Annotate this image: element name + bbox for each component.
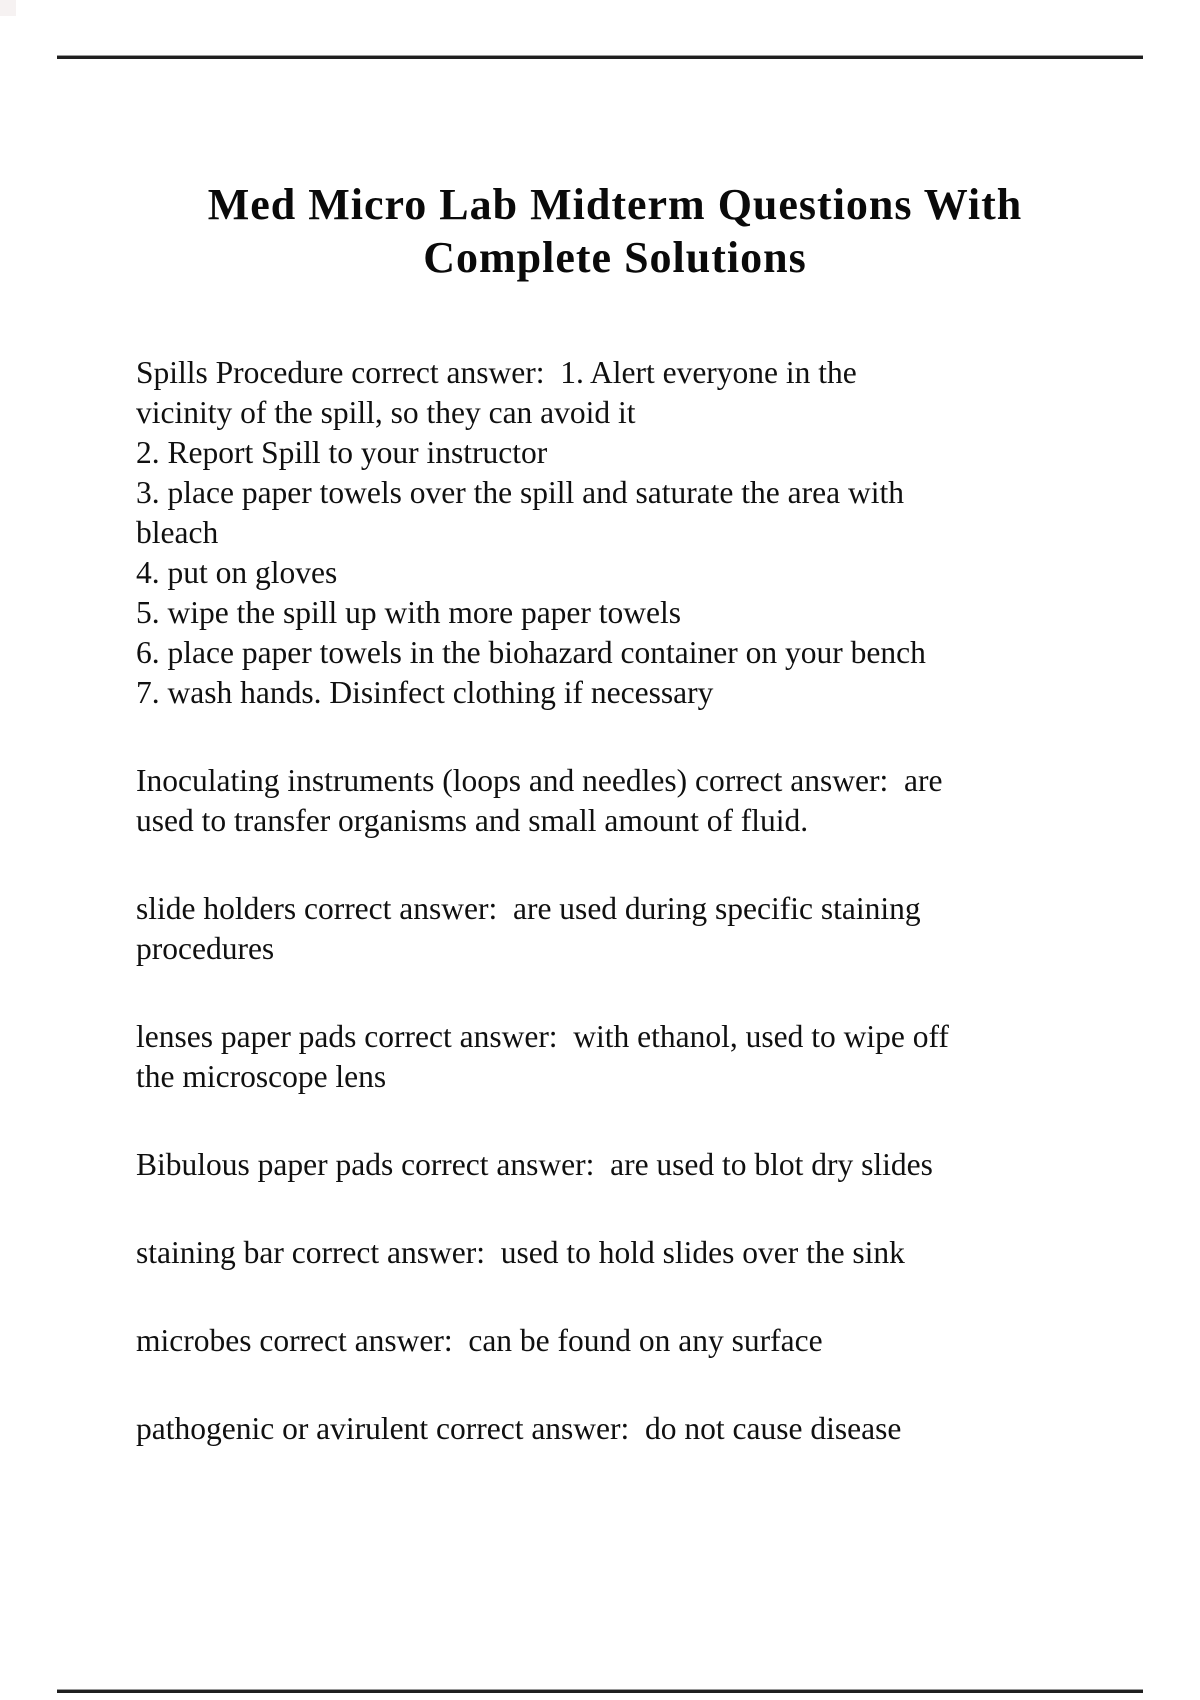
paragraph-microbes [136,1321,1096,1361]
text-line: 6. place paper towels in the biohazard container on your bench [136,635,926,670]
paragraph-inoculating-instruments [136,761,1096,841]
text-line: slide holders correct answer: are used during specific staining [136,891,921,926]
text-line: 2. Report Spill to your instructor [136,435,548,470]
text-line: Bibulous paper pads correct answer: are used to blot dry slides [136,1147,933,1182]
bottom-horizontal-rule [57,1689,1143,1693]
paragraph-slide-holders [136,889,1096,969]
text-line: procedures [136,931,275,966]
text-line: 3. place paper towels over the spill and saturate the area with [136,475,904,510]
text-line: bleach [136,515,219,550]
paragraph-pathogenic-avirulent [136,1409,1096,1449]
text-line: 4. put on gloves [136,555,338,590]
scan-corner-artifact [0,0,16,16]
text-line: lenses paper pads correct answer: with ethanol, used to wipe off [136,1019,949,1054]
text-line: 7. wash hands. Disinfect clothing if necessary [136,675,714,710]
paragraph-bibulous-paper-pads [136,1145,1096,1185]
text-line: Spills Procedure correct answer: 1. Alert everyone in the [136,355,857,390]
paragraph-spills-procedure [136,353,1096,713]
text-line: microbes correct answer: can be found on any surface [136,1323,823,1358]
document-body [136,353,1096,1449]
text-line: Inoculating instruments (loops and needles) correct answer: are [136,763,943,798]
text-line: 5. wipe the spill up with more paper towels [136,595,682,630]
title-line: Med Micro Lab Midterm Questions With [207,180,1023,229]
text-line: used to transfer organisms and small amount of fluid. [136,803,809,838]
title-line: Complete Solutions [423,233,807,282]
text-line: staining bar correct answer: used to hold slides over the sink [136,1235,905,1270]
text-line: pathogenic or avirulent correct answer: do not cause disease [136,1411,902,1446]
paragraph-staining-bar [136,1233,1096,1273]
document-title [30,178,1200,284]
paragraph-lenses-paper-pads [136,1017,1096,1097]
text-line: the microscope lens [136,1059,387,1094]
text-line: vicinity of the spill, so they can avoid it [136,395,636,430]
top-horizontal-rule [57,55,1143,59]
